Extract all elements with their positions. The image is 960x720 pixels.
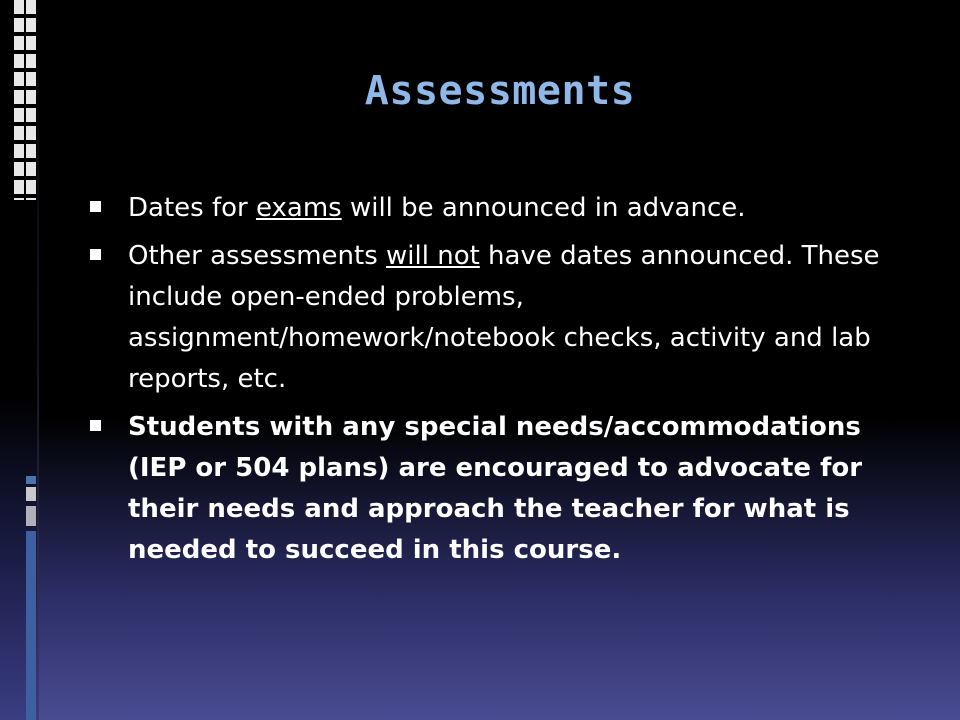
bullet-item-exams [90,188,880,229]
blue-decoration-mark-2 [26,531,36,720]
bullet-text: Students with any special needs/accommodations (IEP or 504 plans) are encouraged to advocate for their needs and approach the teacher for what is needed to succeed in this course. [128,412,863,565]
slide-title: Assessments [364,68,636,114]
square-bullet-icon [90,249,101,260]
bullet-text-pre: Other assessments [128,241,387,271]
bullet-text-post: will be announced in advance. [341,193,746,223]
bullet-list [90,188,880,578]
bullet-text-underlined: will not [386,241,480,271]
blue-decoration-mark-1 [26,476,36,484]
bullet-text-underlined: exams [255,193,342,223]
bullet-text-post: have dates announced. These include open-ended problems, assignment/homework/notebook checks, activity and lab reports, etc. [128,241,880,394]
square-bullet-icon [90,201,101,212]
grid-decoration-mark-2 [26,506,36,526]
square-bullet-icon [90,420,101,431]
bullet-text-pre: Dates for [128,193,256,223]
bullet-item-special-needs [90,407,880,571]
bullet-item-other-assessments [90,236,880,400]
grid-decoration-mark-1 [26,487,36,501]
